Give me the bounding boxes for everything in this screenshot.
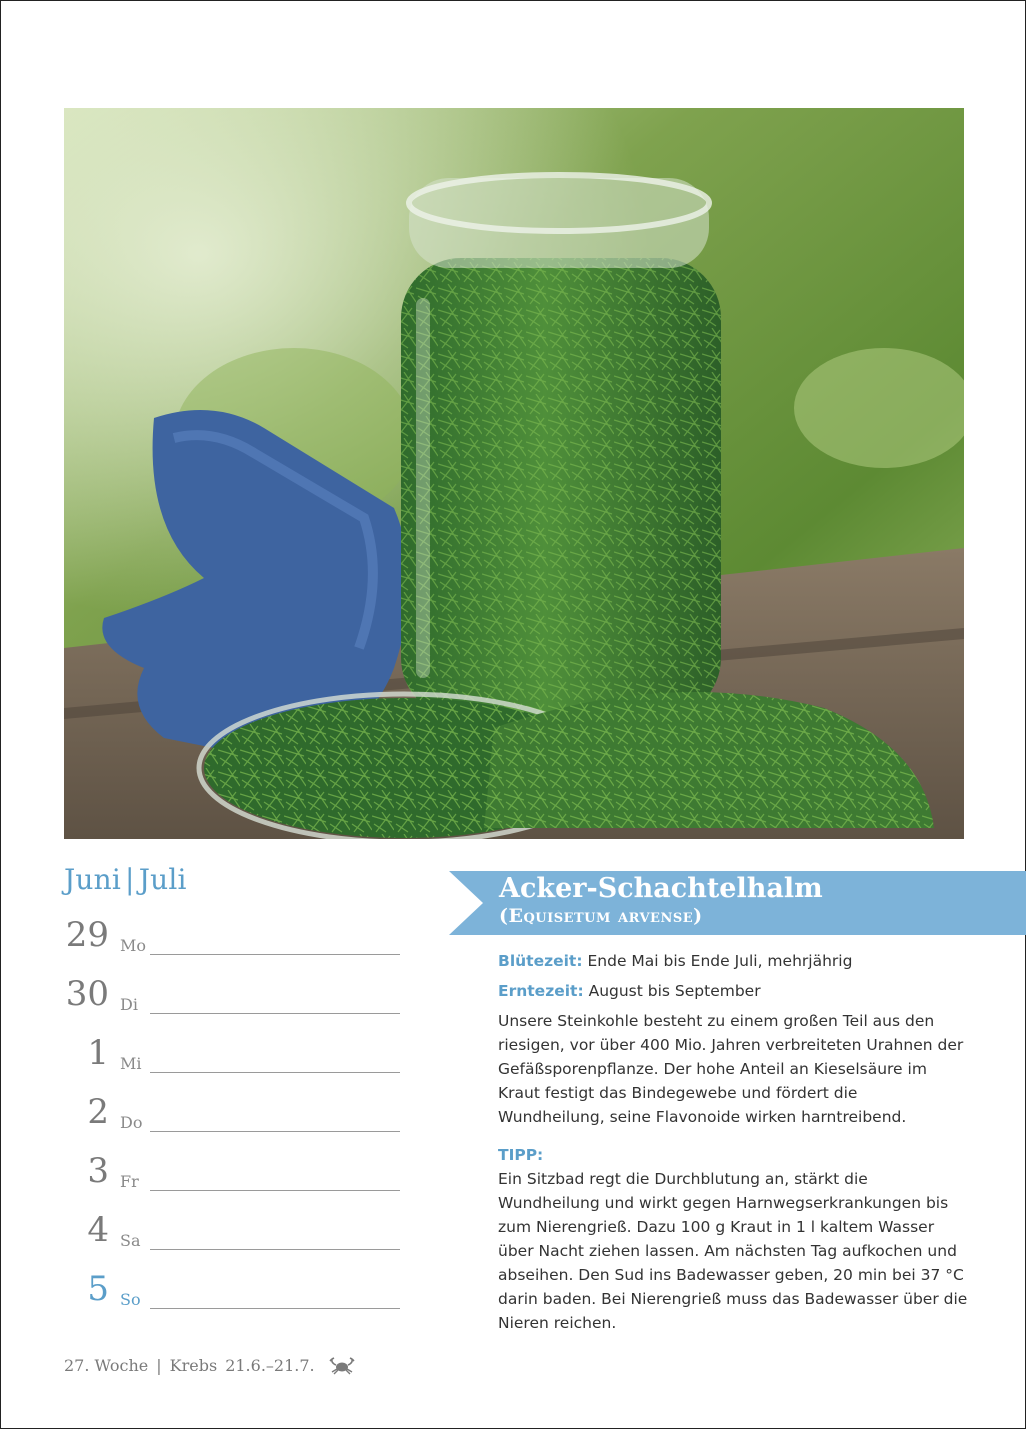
day-number: 4 [87,1210,109,1250]
zodiac-sign: Krebs [169,1356,218,1375]
day-name: Sa [120,1231,141,1250]
plant-title-banner [449,871,1026,935]
harvest-value: August bis September [588,982,761,1000]
plant-photo [64,108,964,839]
bloom-line [498,949,968,973]
week-footer [64,1356,355,1375]
day-write-line[interactable] [150,1013,400,1014]
day-row-mo [64,915,400,955]
harvest-line [498,979,968,1003]
day-number: 30 [65,974,109,1014]
day-write-line[interactable] [150,954,400,955]
crab-icon [329,1357,355,1375]
day-number: 1 [87,1033,109,1073]
horsetail-jar-image [64,108,964,839]
day-write-line[interactable] [150,1131,400,1132]
day-name: So [120,1290,141,1309]
day-write-line[interactable] [150,1249,400,1250]
harvest-label: Erntezeit: [498,982,584,1000]
zodiac-range: 21.6.–21.7. [225,1356,315,1375]
month-separator: | [125,863,135,896]
day-number: 29 [65,915,109,955]
month-2: Juli [138,863,187,896]
tip-label: TIPP: [498,1146,544,1164]
day-name: Di [120,995,138,1014]
day-name: Fr [120,1172,139,1191]
tip-text: Ein Sitzbad regt die Durchblutung an, stärkt die Wundheilung und wirkt gegen Harnwegserkrankungen bis zum Nierengrieß. Dazu 100 g Kraut in 1 l kaltem Wasser über Nacht ziehen lassen. Am nächsten Tag aufkochen und abseihen. Den Sud ins Badewasser geben, 20 min bei 37 °C darin baden. Bei Nierengrieß muss das Badewasser über die Nieren reichen. [498,1170,968,1332]
bloom-label: Blütezeit: [498,952,583,970]
week-number: 27. Woche [64,1356,149,1375]
day-row-do [64,1092,400,1132]
bloom-value: Ende Mai bis Ende Juli, mehrjährig [587,952,853,970]
day-row-di [64,974,400,1014]
plant-info [498,949,968,1335]
day-number: 5 [87,1269,109,1309]
day-name: Mo [120,936,147,955]
day-row-sa [64,1210,400,1250]
month-1: Juni [64,863,122,896]
plant-name: Acker-Schachtelhalm [499,873,823,904]
plant-description: Unsere Steinkohle besteht zu einem großen Teil aus den riesigen, vor über 400 Mio. Jahren verbreiteten Urahnen der Gefäßsporenpflanze. Der hohe Anteil an Kieselsäure im Kraut festigt das Bindegewebe und fördert die Wundheilung, seine Flavonoide wirken harntreibend. [498,1012,964,1126]
day-number: 3 [87,1151,109,1191]
day-number: 2 [87,1092,109,1132]
day-name: Do [120,1113,143,1132]
footer-separator: | [156,1356,162,1375]
day-row-so [64,1269,400,1309]
plant-latin-name: (Equisetum arvense) [499,905,703,927]
day-write-line[interactable] [150,1190,400,1191]
day-row-fr [64,1151,400,1191]
day-row-mi [64,1033,400,1073]
day-write-line[interactable] [150,1072,400,1073]
month-heading [64,863,187,896]
day-write-line[interactable] [150,1308,400,1309]
day-name: Mi [120,1054,142,1073]
